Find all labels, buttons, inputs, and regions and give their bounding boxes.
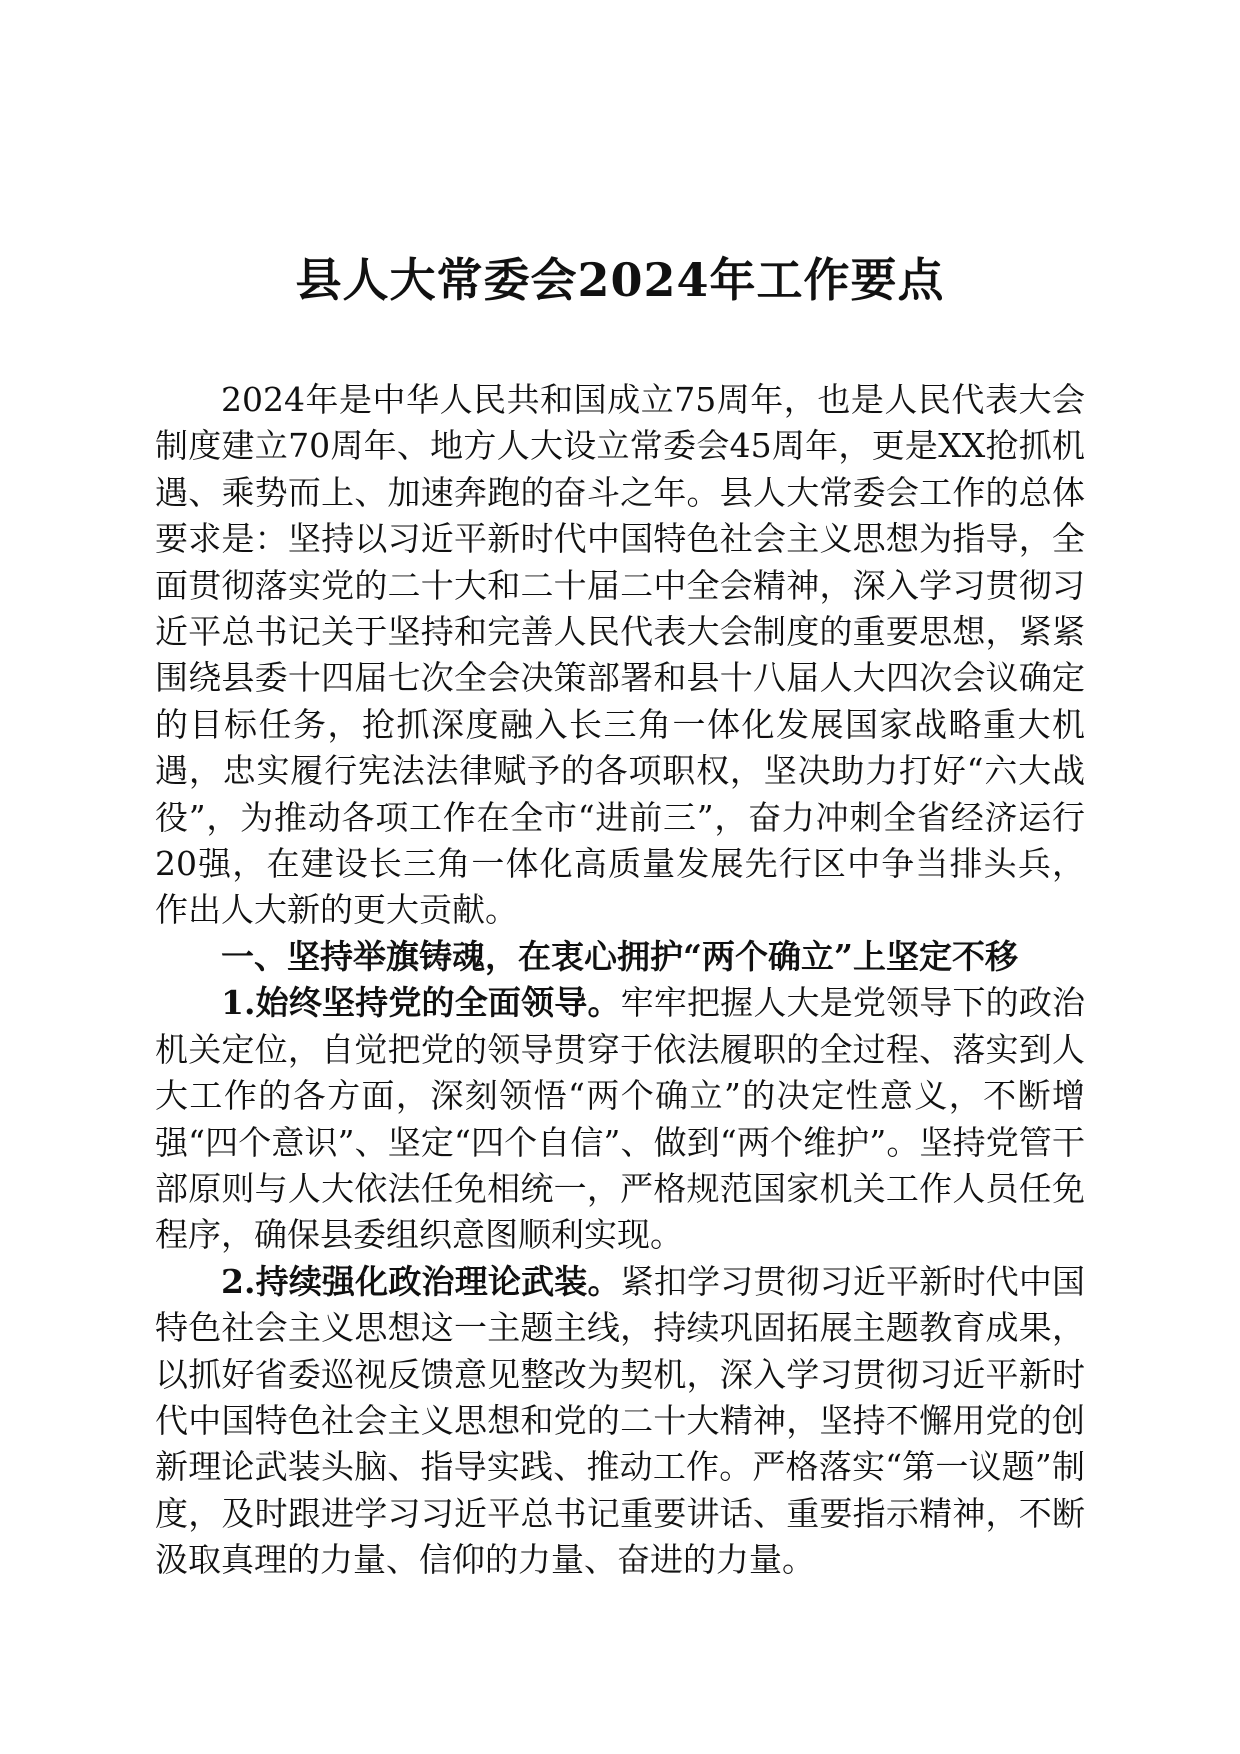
section-heading: 一、坚持举旗铸魂，在衷心拥护“两个确立”上坚定不移 (221, 936, 1018, 976)
item-text-2: 紧扣学习贯彻习近平新时代中国特色社会主义思想这一主题主线，持续巩固拓展主题教育成果，以抓好省委巡视反馈意见整改为契机，深入学习贯彻习近平新时代中国特色社会主义思想和党的二十大精神，坚持不懈用党的创新理论武装头脑、指导实践、推动工作。严格落实“第一议题”制度，及时跟进学习习近平总书记重要讲话、重要指示精神，不断汲取真理的力量、信仰的力量、奋进的力量。 (155, 1261, 1086, 1580)
intro-paragraph: 2024年是中华人民共和国成立75周年，也是人民代表大会制度建立70周年、地方人大设立常委会45周年，更是XX抢抓机遇、乘势而上、加速奔跑的奋斗之年。县人大常委会工作的总体要求是：坚持以习近平新时代中国特色社会主义思想为指导，全面贯彻落实党的二十大和二十届二中全会精神，深入学习贯彻习近平总书记关于坚持和完善人民代表大会制度的重要思想，紧紧围绕县委十四届七次全会决策部署和县十八届人大四次会议确定的目标任务，抢抓深度融入长三角一体化发展国家战略重大机遇，忠实履行宪法法律赋予的各项职权，坚决助力打好“六大战役”，为推动各项工作在全市“进前三”，奋力冲刺全省经济运行20强，在建设长三角一体化高质量发展先行区中争当排头兵，作出人大新的更大贡献。 (155, 380, 1086, 930)
document-body (155, 377, 1085, 1584)
item-lead-1: 1.始终坚持党的全面领导。 (221, 983, 621, 1023)
item-paragraph-2 (155, 1259, 1085, 1584)
item-paragraph-1 (155, 980, 1085, 1258)
item-text-1: 牢牢把握人大是党领导下的政治机关定位，自觉把党的领导贯穿于依法履职的全过程、落实到人大工作的各方面，深刻领悟“两个确立”的决定性意义，不断增强“四个意识”、坚定“四个自信”、做到“两个维护”。坚持党管干部原则与人大依法任免相统一，严格规范国家机关工作人员任免程序，确保县委组织意图顺利实现。 (155, 983, 1086, 1255)
item-lead-2: 2.持续强化政治理论武装。 (221, 1261, 621, 1301)
document-title: 县人大常委会2024年工作要点 (295, 253, 945, 307)
